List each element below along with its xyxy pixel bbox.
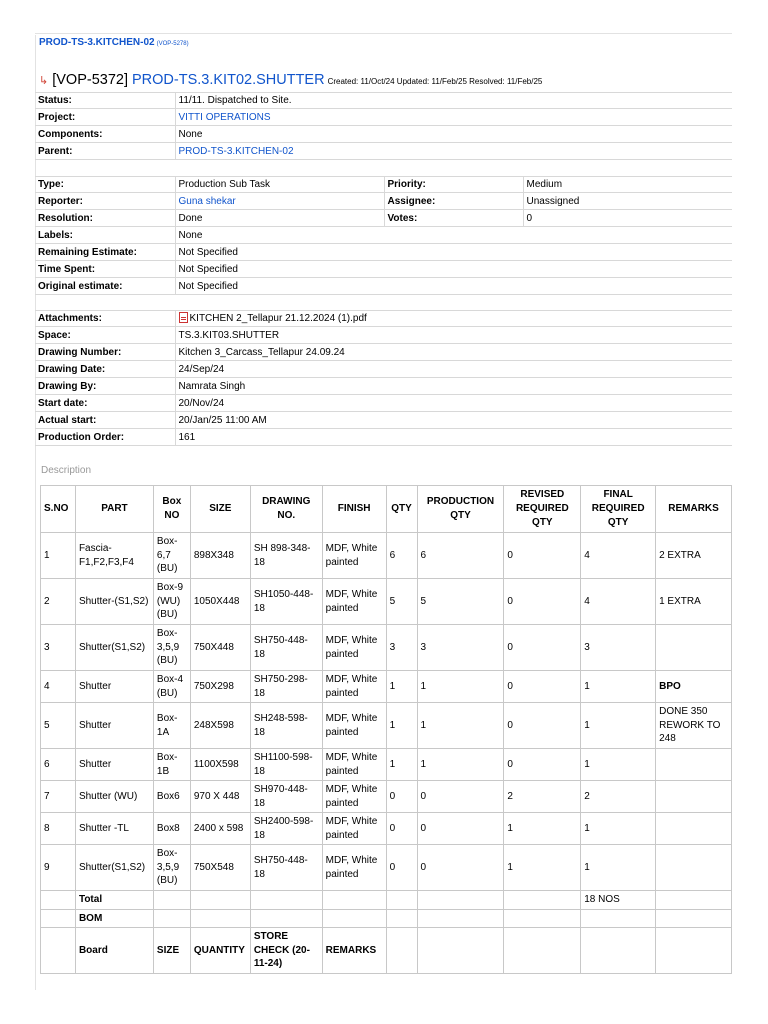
- table-cell: 4: [41, 671, 76, 703]
- table-cell: Fascia-F1,F2,F3,F4: [75, 533, 153, 579]
- project-link[interactable]: VITTI OPERATIONS: [175, 109, 732, 126]
- bom-column-header: Board: [75, 928, 153, 974]
- table-cell: [41, 928, 76, 974]
- table-cell: 3: [581, 625, 656, 671]
- table-cell: [656, 625, 732, 671]
- table-cell: Shutter(S1,S2): [75, 845, 153, 891]
- table-cell: Box-9 (WU) (BU): [153, 579, 190, 625]
- table-cell: 1: [581, 671, 656, 703]
- issue-key: [VOP-5372]: [52, 72, 128, 88]
- table-cell: Shutter -TL: [75, 813, 153, 845]
- labels-value: None: [175, 227, 732, 244]
- table-cell: [386, 928, 417, 974]
- field-label: Original estimate:: [35, 278, 175, 295]
- field-row: [35, 361, 732, 378]
- table-cell: Box6: [153, 781, 190, 813]
- time-spent-value: Not Specified: [175, 261, 732, 278]
- table-header-row: [41, 486, 732, 533]
- custom-fields-block: [35, 310, 732, 446]
- table-cell: SH1100-598-18: [250, 749, 322, 781]
- table-cell: Shutter (WU): [75, 781, 153, 813]
- field-label: Parent:: [35, 143, 175, 160]
- field-row: [35, 227, 732, 244]
- column-header: S.NO: [41, 486, 76, 533]
- bom-column-header: QUANTITY: [190, 928, 250, 974]
- table-cell: [504, 909, 581, 928]
- table-cell: [417, 891, 504, 910]
- table-row: [41, 533, 732, 579]
- type-value: Production Sub Task: [175, 176, 384, 193]
- column-header: PRODUCTION QTY: [417, 486, 504, 533]
- table-cell: 5: [386, 579, 417, 625]
- table-cell: 1: [581, 749, 656, 781]
- table-cell: 5: [417, 579, 504, 625]
- column-header: REVISED REQUIRED QTY: [504, 486, 581, 533]
- field-label: Time Spent:: [35, 261, 175, 278]
- table-row: [41, 625, 732, 671]
- table-cell: 3: [417, 625, 504, 671]
- table-cell: 6: [386, 533, 417, 579]
- table-cell: [656, 749, 732, 781]
- table-cell: Box-1A: [153, 703, 190, 749]
- table-cell: SH750-448-18: [250, 625, 322, 671]
- table-cell: Shutter: [75, 749, 153, 781]
- table-cell: 3: [41, 625, 76, 671]
- table-cell: 2: [504, 781, 581, 813]
- table-cell: SH970-448-18: [250, 781, 322, 813]
- table-cell: 0: [504, 703, 581, 749]
- table-cell: [322, 891, 386, 910]
- reporter-link[interactable]: Guna shekar: [175, 193, 384, 210]
- table-cell: [504, 928, 581, 974]
- table-cell: 4: [581, 579, 656, 625]
- field-value: TS.3.KIT03.SHUTTER: [175, 327, 732, 344]
- table-cell: MDF, White painted: [322, 749, 386, 781]
- table-cell: 1: [417, 671, 504, 703]
- field-value: 11/11. Dispatched to Site.: [175, 92, 732, 109]
- table-body: [41, 533, 732, 974]
- table-cell: Box-4 (BU): [153, 671, 190, 703]
- table-cell: 5: [41, 703, 76, 749]
- table-cell: [656, 928, 732, 974]
- table-cell: 0: [417, 781, 504, 813]
- table-cell: 0: [417, 813, 504, 845]
- table-cell: [656, 909, 732, 928]
- column-header: DRAWING NO.: [250, 486, 322, 533]
- field-row: [35, 344, 732, 361]
- field-value: 24/Sep/24: [175, 361, 732, 378]
- table-row: [41, 749, 732, 781]
- description-table: [40, 485, 732, 974]
- table-cell: 750X548: [190, 845, 250, 891]
- table-cell: 3: [386, 625, 417, 671]
- table-cell: 6: [41, 749, 76, 781]
- table-cell: 1100X598: [190, 749, 250, 781]
- field-label: Drawing Number:: [35, 344, 175, 361]
- table-cell: MDF, White painted: [322, 781, 386, 813]
- table-cell: [581, 928, 656, 974]
- field-label: Resolution:: [35, 210, 175, 227]
- field-label: Components:: [35, 126, 175, 143]
- priority-value: Medium: [523, 176, 732, 193]
- table-cell: Box-1B: [153, 749, 190, 781]
- field-label: Production Order:: [35, 429, 175, 446]
- remaining-estimate-value: Not Specified: [175, 244, 732, 261]
- table-cell: 0: [386, 845, 417, 891]
- table-cell: [153, 909, 190, 928]
- table-cell: DONE 350 REWORK TO 248: [656, 703, 732, 749]
- table-cell: 750X448: [190, 625, 250, 671]
- assignee-value: Unassigned: [523, 193, 732, 210]
- issue-dates: Created: 11/Oct/24 Updated: 11/Feb/25 Resolved: 11/Feb/25: [327, 77, 543, 86]
- table-cell: Box-6,7 (BU): [153, 533, 190, 579]
- field-label: Space:: [35, 327, 175, 344]
- field-row: [35, 327, 732, 344]
- table-cell: [656, 813, 732, 845]
- table-cell: [250, 891, 322, 910]
- table-cell: 0: [504, 579, 581, 625]
- field-label: Priority:: [384, 176, 523, 193]
- original-estimate-value: Not Specified: [175, 278, 732, 295]
- table-cell: 1: [581, 703, 656, 749]
- table-cell: MDF, White painted: [322, 625, 386, 671]
- field-value: None: [175, 126, 732, 143]
- issue-title: [39, 72, 542, 88]
- total-label: Total: [75, 891, 153, 910]
- field-label: Attachments:: [35, 310, 175, 327]
- bom-column-header: REMARKS: [322, 928, 386, 974]
- column-header: Box NO: [153, 486, 190, 533]
- table-cell: [417, 928, 504, 974]
- field-row: [35, 210, 732, 227]
- field-row: [35, 429, 732, 446]
- table-cell: 0: [504, 533, 581, 579]
- field-value: 20/Jan/25 11:00 AM: [175, 412, 732, 429]
- table-cell: SH1050-448-18: [250, 579, 322, 625]
- table-cell: MDF, White painted: [322, 533, 386, 579]
- table-cell: 1: [41, 533, 76, 579]
- table-cell: [417, 909, 504, 928]
- table-row: [41, 703, 732, 749]
- table-cell: 1: [581, 813, 656, 845]
- bom-row: [41, 909, 732, 928]
- field-label: Start date:: [35, 395, 175, 412]
- field-label: Project:: [35, 109, 175, 126]
- bom-column-header: STORE CHECK (20-11-24): [250, 928, 322, 974]
- table-cell: 1: [417, 749, 504, 781]
- table-cell: 1: [386, 703, 417, 749]
- table-cell: 2 EXTRA: [656, 533, 732, 579]
- total-row: [41, 891, 732, 910]
- table-cell: 6: [417, 533, 504, 579]
- table-row: [41, 579, 732, 625]
- status-block: [35, 92, 732, 160]
- column-header: SIZE: [190, 486, 250, 533]
- column-header: QTY: [386, 486, 417, 533]
- table-cell: Shutter(S1,S2): [75, 625, 153, 671]
- field-label: Drawing Date:: [35, 361, 175, 378]
- field-row: [35, 92, 732, 109]
- table-cell: [386, 909, 417, 928]
- table-cell: 1: [504, 845, 581, 891]
- table-cell: [656, 781, 732, 813]
- field-label: Reporter:: [35, 193, 175, 210]
- bom-header-row: [41, 928, 732, 974]
- total-value: 18 NOS: [581, 891, 656, 910]
- table-cell: MDF, White painted: [322, 671, 386, 703]
- column-header: FINAL REQUIRED QTY: [581, 486, 656, 533]
- field-label: Actual start:: [35, 412, 175, 429]
- table-cell: BPO: [656, 671, 732, 703]
- table-cell: MDF, White painted: [322, 703, 386, 749]
- table-cell: 1: [386, 749, 417, 781]
- table-cell: 2: [581, 781, 656, 813]
- table-cell: 0: [386, 781, 417, 813]
- table-cell: [250, 909, 322, 928]
- parent-issue-header: [39, 37, 189, 48]
- column-header: REMARKS: [656, 486, 732, 533]
- table-row: [41, 671, 732, 703]
- table-cell: Shutter: [75, 671, 153, 703]
- table-cell: 9: [41, 845, 76, 891]
- attachment-link[interactable]: KITCHEN 2_Tellapur 21.12.2024 (1).pdf: [189, 313, 367, 324]
- field-value: 161: [175, 429, 732, 446]
- table-cell: 0: [504, 749, 581, 781]
- table-cell: [322, 909, 386, 928]
- table-cell: Box-3,5,9 (BU): [153, 625, 190, 671]
- table-row: [41, 845, 732, 891]
- field-row: [35, 395, 732, 412]
- table-row: [41, 813, 732, 845]
- field-row: [35, 143, 732, 160]
- field-row: [35, 109, 732, 126]
- field-row: [35, 176, 732, 193]
- table-cell: 0: [504, 671, 581, 703]
- table-cell: 1050X448: [190, 579, 250, 625]
- field-value: 20/Nov/24: [175, 395, 732, 412]
- table-cell: [386, 891, 417, 910]
- table-cell: 2: [41, 579, 76, 625]
- table-cell: [581, 909, 656, 928]
- subtask-arrow-icon: ↳: [39, 75, 49, 87]
- table-cell: [41, 909, 76, 928]
- table-cell: 1: [504, 813, 581, 845]
- table-cell: 0: [417, 845, 504, 891]
- table-cell: 0: [504, 625, 581, 671]
- table-cell: 7: [41, 781, 76, 813]
- field-row: [35, 193, 732, 210]
- field-row: [35, 126, 732, 143]
- column-header: FINISH: [322, 486, 386, 533]
- table-cell: [41, 891, 76, 910]
- table-cell: 4: [581, 533, 656, 579]
- votes-value: 0: [523, 210, 732, 227]
- description-label: Description: [41, 465, 92, 476]
- table-cell: 0: [386, 813, 417, 845]
- field-row: [35, 412, 732, 429]
- table-cell: [656, 845, 732, 891]
- parent-issue-link[interactable]: PROD-TS-3.KITCHEN-02: [39, 37, 155, 48]
- table-cell: [504, 891, 581, 910]
- field-label: Remaining Estimate:: [35, 244, 175, 261]
- top-divider: [35, 33, 732, 34]
- table-cell: SH750-298-18: [250, 671, 322, 703]
- table-cell: 2400 x 598: [190, 813, 250, 845]
- table-cell: [190, 909, 250, 928]
- parent-issue-ref[interactable]: (VOP-5278): [156, 41, 189, 47]
- table-cell: 1: [417, 703, 504, 749]
- table-cell: 1: [386, 671, 417, 703]
- table-cell: 898X348: [190, 533, 250, 579]
- bom-column-header: SIZE: [153, 928, 190, 974]
- table-cell: SH750-448-18: [250, 845, 322, 891]
- table-cell: SH248-598-18: [250, 703, 322, 749]
- field-label: Labels:: [35, 227, 175, 244]
- table-cell: 970 X 448: [190, 781, 250, 813]
- table-cell: Shutter-(S1,S2): [75, 579, 153, 625]
- details-block: [35, 176, 732, 295]
- table-cell: SH 898-348-18: [250, 533, 322, 579]
- field-value: Kitchen 3_Carcass_Tellapur 24.09.24: [175, 344, 732, 361]
- table-cell: Shutter: [75, 703, 153, 749]
- field-row: [35, 378, 732, 395]
- field-label: Drawing By:: [35, 378, 175, 395]
- resolution-value: Done: [175, 210, 384, 227]
- table-row: [41, 781, 732, 813]
- field-label: Assignee:: [384, 193, 523, 210]
- attachment-cell: [175, 310, 732, 327]
- table-cell: MDF, White painted: [322, 579, 386, 625]
- parent-link[interactable]: PROD-TS-3.KITCHEN-02: [175, 143, 732, 160]
- table-cell: 1 EXTRA: [656, 579, 732, 625]
- issue-summary-link[interactable]: PROD-TS.3.KIT02.SHUTTER: [132, 72, 325, 88]
- field-label: Votes:: [384, 210, 523, 227]
- field-row: [35, 278, 732, 295]
- pdf-icon: [179, 312, 188, 323]
- field-value: Namrata Singh: [175, 378, 732, 395]
- table-cell: 750X298: [190, 671, 250, 703]
- table-cell: Box-3,5,9 (BU): [153, 845, 190, 891]
- field-label: Status:: [35, 92, 175, 109]
- bom-label: BOM: [75, 909, 153, 928]
- table-cell: 248X598: [190, 703, 250, 749]
- table-cell: [656, 891, 732, 910]
- table-cell: [153, 891, 190, 910]
- table-cell: MDF, White painted: [322, 813, 386, 845]
- table-cell: SH2400-598-18: [250, 813, 322, 845]
- table-cell: [190, 891, 250, 910]
- field-row: [35, 310, 732, 327]
- field-row: [35, 261, 732, 278]
- table-cell: 8: [41, 813, 76, 845]
- table-cell: 1: [581, 845, 656, 891]
- table-cell: Box8: [153, 813, 190, 845]
- column-header: PART: [75, 486, 153, 533]
- field-label: Type:: [35, 176, 175, 193]
- field-row: [35, 244, 732, 261]
- table-cell: MDF, White painted: [322, 845, 386, 891]
